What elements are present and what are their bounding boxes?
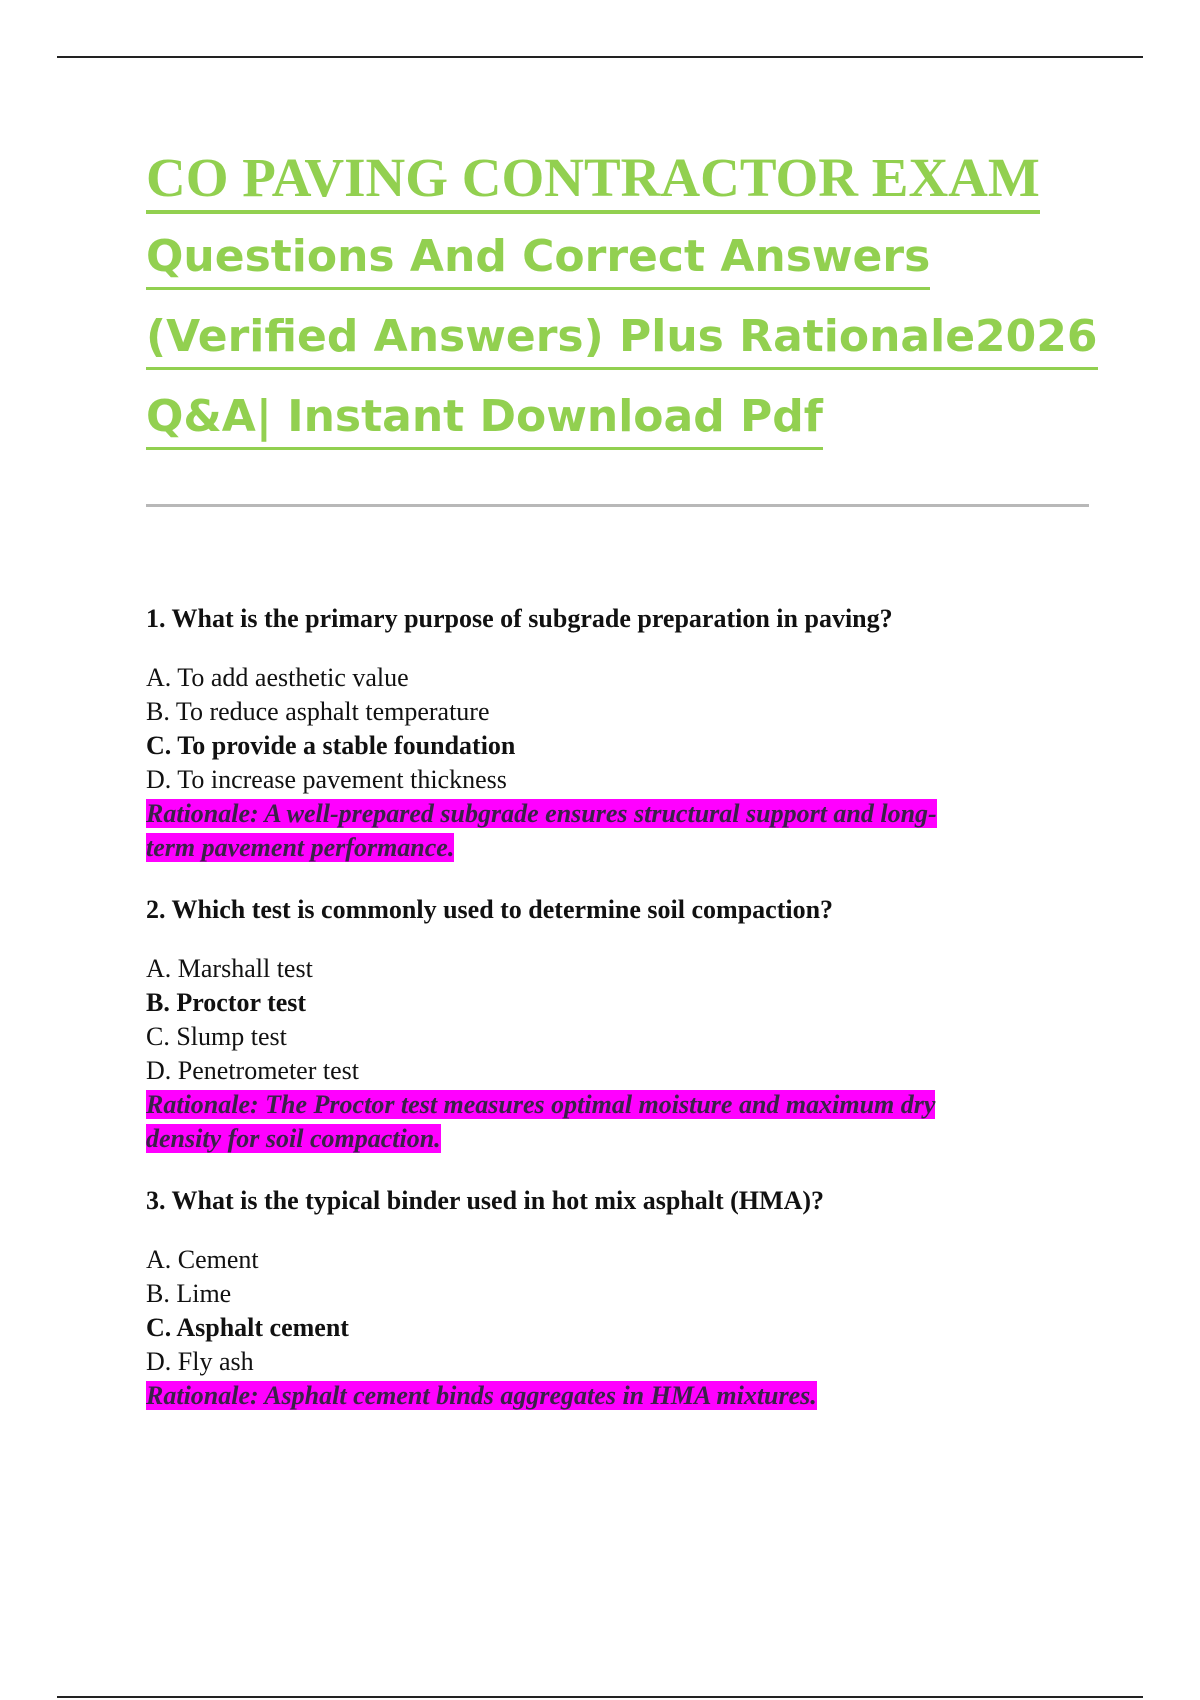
- option-b-correct: B. Proctor test: [146, 988, 307, 1017]
- option-d: D. To increase pavement thickness: [146, 765, 507, 794]
- rationale: [146, 1088, 1086, 1156]
- question-item-2: [146, 893, 1086, 1156]
- option-c-correct: C. Asphalt cement: [146, 1313, 349, 1342]
- option-b: B. To reduce asphalt temperature: [146, 697, 490, 726]
- rationale-line-1: Rationale: Asphalt cement binds aggregates in HMA mixtures.: [146, 1381, 817, 1410]
- document-title: [146, 146, 1106, 467]
- question-list: [146, 602, 1086, 1441]
- rationale: [146, 797, 1086, 865]
- title-line-2[interactable]: Questions And Correct Answers: [146, 227, 930, 290]
- option-a: A. Cement: [146, 1245, 259, 1274]
- option-b: B. Lime: [146, 1279, 232, 1308]
- title-line-1[interactable]: CO PAVING CONTRACTOR EXAM: [146, 146, 1040, 214]
- option-d: D. Fly ash: [146, 1347, 254, 1376]
- question-text: 2. Which test is commonly used to determine soil compaction?: [146, 895, 834, 924]
- rationale: [146, 1379, 1086, 1413]
- title-divider: [146, 504, 1089, 507]
- question-text: 3. What is the typical binder used in hot mix asphalt (HMA)?: [146, 1186, 825, 1215]
- option-c-correct: C. To provide a stable foundation: [146, 731, 516, 760]
- option-c: C. Slump test: [146, 1022, 287, 1051]
- question-text: 1. What is the primary purpose of subgrade preparation in paving?: [146, 604, 893, 633]
- question-item-3: [146, 1184, 1086, 1413]
- option-a: A. To add aesthetic value: [146, 663, 409, 692]
- title-line-4[interactable]: Q&A| Instant Download Pdf: [146, 387, 823, 450]
- page-top-rule: [57, 56, 1143, 58]
- option-d: D. Penetrometer test: [146, 1056, 359, 1085]
- title-line-3[interactable]: (Verified Answers) Plus Rationale2026: [146, 307, 1098, 370]
- page-bottom-rule: [57, 1696, 1143, 1698]
- option-a: A. Marshall test: [146, 954, 313, 983]
- rationale-line-2: density for soil compaction.: [146, 1124, 441, 1153]
- rationale-line-1: Rationale: A well-prepared subgrade ensures structural support and long-: [146, 799, 937, 828]
- question-item-1: [146, 602, 1086, 865]
- rationale-line-1: Rationale: The Proctor test measures optimal moisture and maximum dry: [146, 1090, 936, 1119]
- rationale-line-2: term pavement performance.: [146, 833, 455, 862]
